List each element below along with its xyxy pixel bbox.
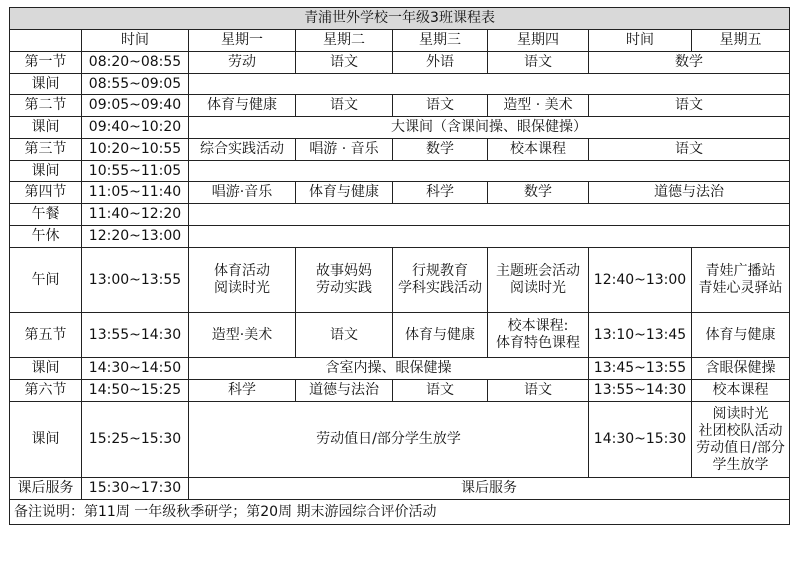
class-cell: 道德与法治 xyxy=(296,380,393,402)
time-cell: 11:05~11:40 xyxy=(82,182,189,204)
time-cell: 08:20~08:55 xyxy=(82,52,189,74)
empty-cell xyxy=(189,161,790,182)
time-cell: 12:40~13:00 xyxy=(589,248,692,313)
period-label: 课间 xyxy=(10,402,82,478)
activity-line: 青娃广播站 xyxy=(705,263,776,279)
timetable xyxy=(9,7,790,525)
empty-cell xyxy=(189,226,790,248)
table-row xyxy=(10,204,790,226)
time-cell: 09:40~10:20 xyxy=(82,117,189,139)
time-cell: 14:30~15:30 xyxy=(589,402,692,478)
activity-line: 阅读时光 xyxy=(214,280,270,296)
period-label: 课间 xyxy=(10,74,82,95)
time-cell: 11:40~12:20 xyxy=(82,204,189,226)
notes: 备注说明：第11周 一年级秋季研学；第20周 期末游园综合评价活动 xyxy=(10,500,790,525)
class-cell xyxy=(296,248,393,313)
span-cell: 含室内操、眼保健操 xyxy=(189,358,589,380)
class-cell: 语文 xyxy=(296,95,393,117)
time-cell: 13:10~13:45 xyxy=(589,313,692,358)
span-cell: 课后服务 xyxy=(189,478,790,500)
class-cell: 体育与健康 xyxy=(296,182,393,204)
activity-line: 阅读时光 xyxy=(712,405,769,422)
header-cell: 时间 xyxy=(589,30,692,52)
activity-line: 故事妈妈 xyxy=(316,263,372,279)
header-cell: 星期二 xyxy=(296,30,393,52)
class-cell: 体育与健康 xyxy=(189,95,296,117)
class-cell: 外语 xyxy=(393,52,488,74)
class-cell: 劳动 xyxy=(189,52,296,74)
class-cell xyxy=(189,248,296,313)
span-cell: 大课间（含课间操、眼保健操） xyxy=(189,117,790,139)
time-cell: 15:25~15:30 xyxy=(82,402,189,478)
table-row xyxy=(10,380,790,402)
class-cell: 数学 xyxy=(589,52,790,74)
class-cell xyxy=(692,402,790,478)
class-cell: 语文 xyxy=(488,380,589,402)
activity-line: 行规教育 xyxy=(412,263,468,279)
activity-line: 学生放学 xyxy=(712,456,769,473)
empty-cell xyxy=(189,74,790,95)
time-cell: 14:30~14:50 xyxy=(82,358,189,380)
period-label: 课间 xyxy=(10,161,82,182)
header-cell: 星期三 xyxy=(393,30,488,52)
period-label: 第六节 xyxy=(10,380,82,402)
activity-line: 劳动实践 xyxy=(316,280,372,296)
class-cell: 体育与健康 xyxy=(393,313,488,358)
period-label: 午餐 xyxy=(10,204,82,226)
header-cell: 时间 xyxy=(82,30,189,52)
header-cell: 星期一 xyxy=(189,30,296,52)
class-cell: 语文 xyxy=(296,313,393,358)
time-cell: 10:20~10:55 xyxy=(82,139,189,161)
class-cell: 校本课程 xyxy=(488,139,589,161)
class-cell: 体育与健康 xyxy=(692,313,790,358)
period-label: 午间 xyxy=(10,248,82,313)
notes-row xyxy=(10,500,790,525)
activity-line: 体育活动 xyxy=(214,263,270,279)
class-cell: 造型·美术 xyxy=(189,313,296,358)
time-cell: 13:00~13:55 xyxy=(82,248,189,313)
class-cell: 语文 xyxy=(488,52,589,74)
period-label: 第一节 xyxy=(10,52,82,74)
period-label: 课后服务 xyxy=(10,478,82,500)
class-cell: 数学 xyxy=(488,182,589,204)
table-row xyxy=(10,117,790,139)
period-label: 第三节 xyxy=(10,139,82,161)
timetable-title: 青浦世外学校一年级3班课程表 xyxy=(10,8,790,30)
table-row xyxy=(10,313,790,358)
activity-line: 学科实践活动 xyxy=(398,280,482,296)
class-cell: 造型 · 美术 xyxy=(488,95,589,117)
span-cell: 劳动值日/部分学生放学 xyxy=(189,402,589,478)
period-label: 第二节 xyxy=(10,95,82,117)
class-cell: 道德与法治 xyxy=(589,182,790,204)
table-row xyxy=(10,478,790,500)
class-cell xyxy=(488,313,589,358)
table-row xyxy=(10,139,790,161)
table-row xyxy=(10,74,790,95)
time-cell: 13:45~13:55 xyxy=(589,358,692,380)
period-label: 第四节 xyxy=(10,182,82,204)
activity-line: 主题班会活动 xyxy=(496,263,580,279)
table-row xyxy=(10,248,790,313)
header-cell: 星期五 xyxy=(692,30,790,52)
table-row xyxy=(10,402,790,478)
activity-line: 青娃心灵驿站 xyxy=(698,280,783,296)
time-cell: 14:50~15:25 xyxy=(82,380,189,402)
period-label: 第五节 xyxy=(10,313,82,358)
empty-cell xyxy=(189,204,790,226)
class-cell: 科学 xyxy=(189,380,296,402)
time-cell: 15:30~17:30 xyxy=(82,478,189,500)
class-cell: 数学 xyxy=(393,139,488,161)
class-cell: 语文 xyxy=(296,52,393,74)
activity-line: 阅读时光 xyxy=(510,280,566,296)
activity-line: 社团校队活动 xyxy=(698,422,783,439)
table-row xyxy=(10,161,790,182)
table-row xyxy=(10,358,790,380)
time-cell: 13:55~14:30 xyxy=(82,313,189,358)
activity-line: 校本课程: xyxy=(507,318,569,334)
table-row xyxy=(10,182,790,204)
time-cell: 12:20~13:00 xyxy=(82,226,189,248)
header-row xyxy=(10,30,790,52)
table-row xyxy=(10,52,790,74)
class-cell: 唱游·音乐 xyxy=(189,182,296,204)
period-label: 课间 xyxy=(10,358,82,380)
class-cell xyxy=(692,248,790,313)
period-label: 课间 xyxy=(10,117,82,139)
time-cell: 10:55~11:05 xyxy=(82,161,189,182)
time-cell: 09:05~09:40 xyxy=(82,95,189,117)
time-cell: 08:55~09:05 xyxy=(82,74,189,95)
class-cell: 语文 xyxy=(589,139,790,161)
class-cell xyxy=(488,248,589,313)
class-cell xyxy=(393,248,488,313)
table-row xyxy=(10,226,790,248)
header-cell: 星期四 xyxy=(488,30,589,52)
class-cell: 含眼保健操 xyxy=(692,358,790,380)
class-cell: 唱游 · 音乐 xyxy=(296,139,393,161)
class-cell: 语文 xyxy=(393,380,488,402)
time-cell: 13:55~14:30 xyxy=(589,380,692,402)
activity-line: 劳动值日/部分 xyxy=(696,439,785,456)
header-cell xyxy=(10,30,82,52)
activity-line: 体育特色课程 xyxy=(496,335,580,351)
class-cell: 语文 xyxy=(589,95,790,117)
class-cell: 校本课程 xyxy=(692,380,790,402)
class-cell: 语文 xyxy=(393,95,488,117)
class-cell: 科学 xyxy=(393,182,488,204)
period-label: 午休 xyxy=(10,226,82,248)
table-row xyxy=(10,95,790,117)
class-cell: 综合实践活动 xyxy=(189,139,296,161)
